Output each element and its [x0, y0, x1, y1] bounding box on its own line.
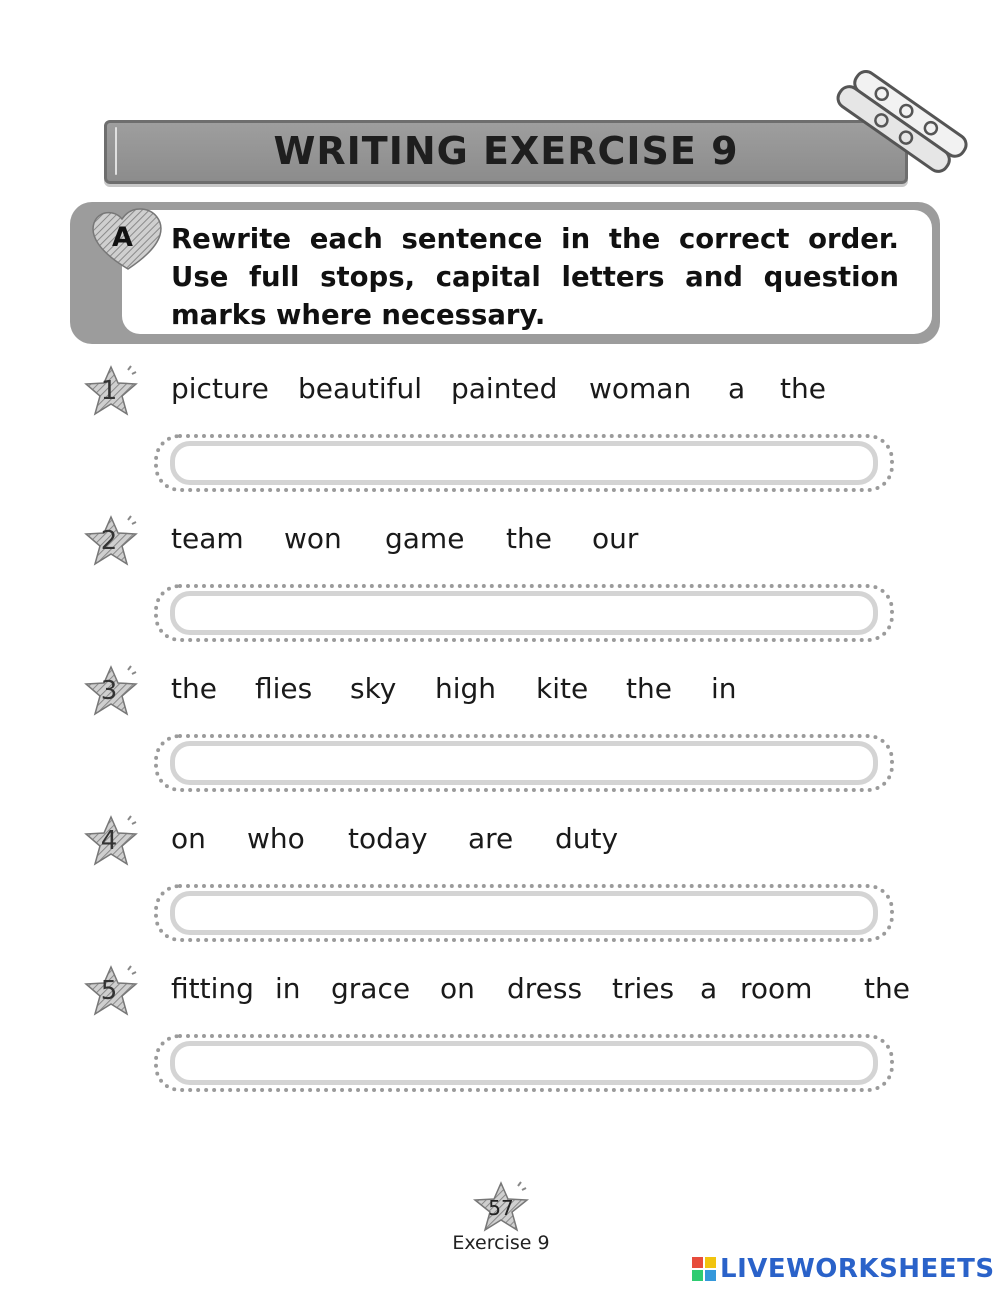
answer-field-3[interactable]	[154, 734, 894, 792]
word-tile[interactable]: flies	[255, 672, 313, 705]
answer-field-5[interactable]	[154, 1034, 894, 1092]
word-tile[interactable]: on	[440, 972, 475, 1005]
word-tile[interactable]: grace	[331, 972, 411, 1005]
question-5-star	[82, 964, 140, 1018]
word-tile[interactable]: team	[171, 522, 244, 555]
question-5-words	[171, 972, 910, 1005]
word-tile[interactable]: the	[626, 672, 672, 705]
question-3-star	[82, 664, 140, 718]
word-tile[interactable]: high	[435, 672, 497, 705]
word-tile[interactable]: woman	[589, 372, 692, 405]
word-tile[interactable]: in	[711, 672, 737, 705]
question-2-star	[82, 514, 140, 568]
word-tile[interactable]: the	[864, 972, 910, 1005]
word-tile[interactable]: beautiful	[298, 372, 423, 405]
page-title: WRITING EXERCISE 9	[273, 129, 739, 173]
answer-field-4[interactable]	[154, 884, 894, 942]
word-tile[interactable]: the	[171, 672, 217, 705]
word-tile[interactable]: won	[284, 522, 342, 555]
section-letter: A	[112, 222, 133, 253]
word-tile[interactable]: dress	[507, 972, 583, 1005]
word-tile[interactable]: fitting	[171, 972, 254, 1005]
brand-name: LIVEWORKSHEETS	[720, 1254, 995, 1284]
word-tile[interactable]: a	[700, 972, 718, 1005]
liveworksheets-logo-icon	[692, 1257, 716, 1281]
instruction-text: Rewrite each sentence in the correct order. Use full stops, capital letters and question marks where necessary.	[171, 223, 899, 331]
question-1-star	[82, 364, 140, 418]
question-number: 5	[100, 976, 118, 1006]
word-tile[interactable]: duty	[555, 822, 619, 855]
word-tile[interactable]: who	[247, 822, 305, 855]
word-tile[interactable]: today	[348, 822, 428, 855]
question-2-words	[171, 522, 638, 555]
word-tile[interactable]: game	[385, 522, 465, 555]
word-tile[interactable]: in	[275, 972, 301, 1005]
word-tile[interactable]: a	[728, 372, 746, 405]
question-number: 2	[100, 526, 118, 556]
answer-input-area[interactable]	[170, 591, 878, 635]
answer-input-area[interactable]	[170, 441, 878, 485]
footer-label: Exercise 9	[452, 1232, 550, 1254]
answer-input-area[interactable]	[170, 741, 878, 785]
question-4-words	[171, 822, 618, 855]
question-4-star	[82, 814, 140, 868]
question-1-words	[171, 372, 826, 405]
answer-field-2[interactable]	[154, 584, 894, 642]
answer-input-area[interactable]	[170, 1041, 878, 1085]
word-tile[interactable]: are	[468, 822, 514, 855]
word-tile[interactable]: kite	[536, 672, 589, 705]
word-tile[interactable]: tries	[612, 972, 675, 1005]
title-banner	[104, 120, 908, 184]
word-tile[interactable]: room	[740, 972, 813, 1005]
ruler-decoration-icon	[830, 60, 970, 180]
answer-input-area[interactable]	[170, 891, 878, 935]
word-tile[interactable]: on	[171, 822, 206, 855]
word-tile[interactable]: the	[506, 522, 552, 555]
question-number: 3	[100, 676, 118, 706]
brand-watermark	[692, 1254, 995, 1284]
answer-field-1[interactable]	[154, 434, 894, 492]
word-tile[interactable]: picture	[171, 372, 269, 405]
word-tile[interactable]: the	[780, 372, 826, 405]
question-number: 4	[100, 826, 118, 856]
page-number: 57	[488, 1196, 514, 1220]
word-tile[interactable]: painted	[451, 372, 558, 405]
word-tile[interactable]: our	[592, 522, 639, 555]
word-tile[interactable]: sky	[350, 672, 397, 705]
question-3-words	[171, 672, 737, 705]
question-number: 1	[100, 376, 118, 406]
